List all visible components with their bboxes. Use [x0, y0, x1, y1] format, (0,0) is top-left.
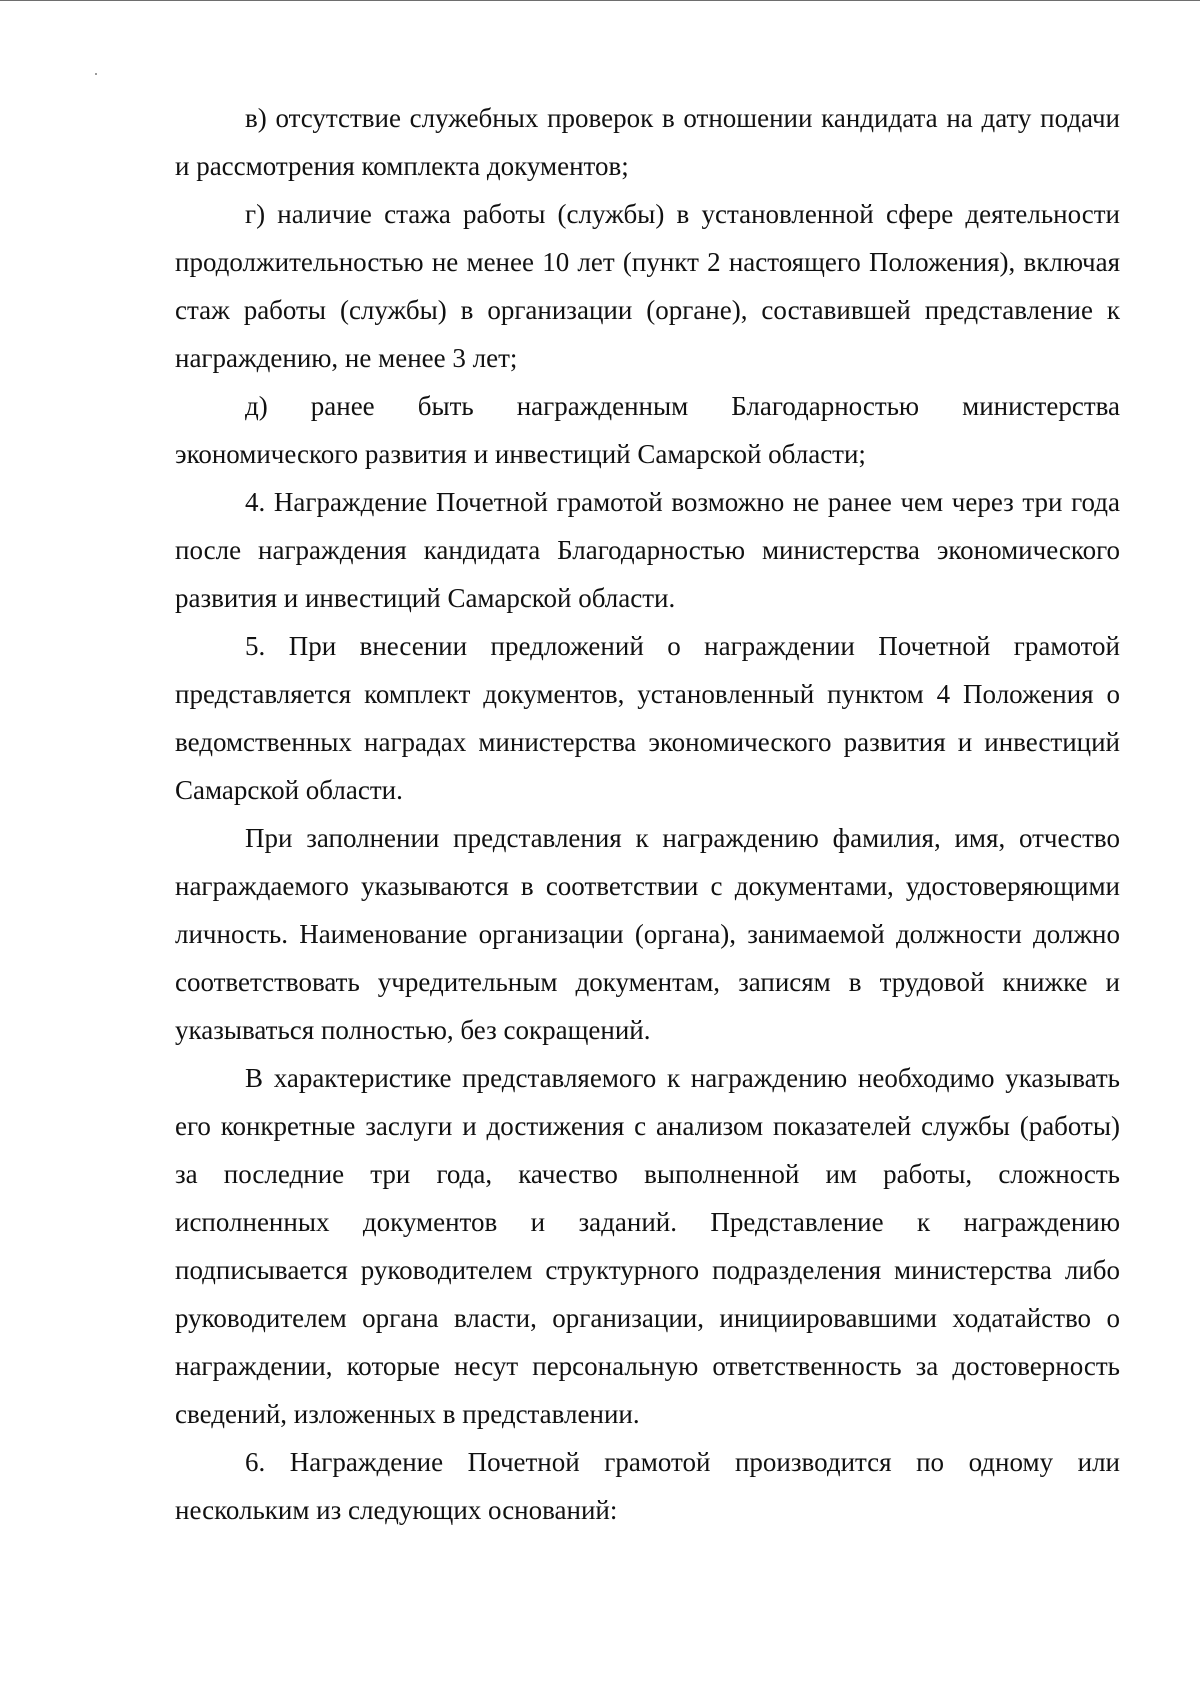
paragraph-5-document-set: 5. При внесении предложений о награждении Почетной грамотой представляется комплект документов, установленный пунктом 4 Положения о ведомственных наградах министерства экономического развития и инвестиций Самарской области.: [175, 631, 1120, 805]
paragraph-g-work-experience: г) наличие стажа работы (службы) в установленной сфере деятельности продолжительностью не менее 10 лет (пункт 2 настоящего Положения), включая стаж работы (службы) в организации (органе), составившей представление к награждению, не менее 3 лет;: [175, 199, 1120, 373]
paragraph-6-grounds: 6. Награждение Почетной грамотой производится по одному или нескольким из следующих оснований:: [175, 1447, 1120, 1525]
paragraph-filling-rules: При заполнении представления к награждению фамилия, имя, отчество награждаемого указываются в соответствии с документами, удостоверяющими личность. Наименование организации (органа), занимаемой должности должно соответствовать учредительным документам, записям в трудовой книжке и указываться полностью, без сокращений.: [175, 823, 1120, 1045]
paragraph-v-no-inspections: в) отсутствие служебных проверок в отношении кандидата на дату подачи и рассмотрения комплекта документов;: [175, 103, 1120, 181]
paragraph-characteristic: В характеристике представляемого к награждению необходимо указывать его конкретные заслуги и достижения с анализом показателей службы (работы) за последние три года, качество выполненной им работы, сложность исполненных документов и заданий. Представление к награждению подписывается руководителем структурного подразделения министерства либо руководителем органа власти, организации, инициировавшими ходатайство о награждении, которые несут персональную ответственность за достоверность сведений, изложенных в представлении.: [175, 1063, 1120, 1429]
document-body: [175, 94, 1120, 1534]
paragraph-d-previous-award: д) ранее быть награжденным Благодарностью министерства экономического развития и инвестиций Самарской области;: [175, 391, 1120, 469]
paragraph-4-award-interval: 4. Награждение Почетной грамотой возможно не ранее чем через три года после награждения кандидата Благодарностью министерства экономического развития и инвестиций Самарской области.: [175, 487, 1120, 613]
scan-speck: [95, 73, 97, 75]
